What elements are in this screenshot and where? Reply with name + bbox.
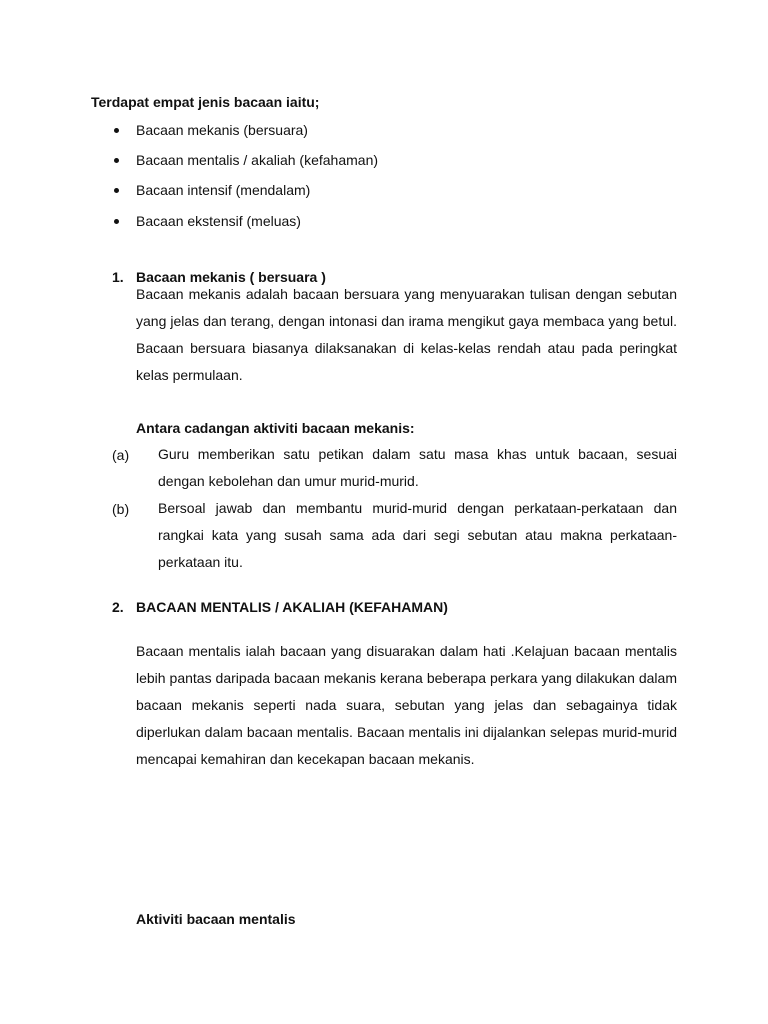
section-title: BACAAN MENTALIS / AKALIAH (KEFAHAMAN) — [136, 599, 448, 615]
activities-heading: Antara cadangan aktiviti bacaan mekanis: — [136, 420, 415, 436]
section-paragraph: Bacaan mentalis ialah bacaan yang disuarakan dalam hati .Kelajuan bacaan mentalis lebih pantas daripada bacaan mekanis kerana beberapa perkara yang dilakukan dalam bacaan mekanis seperti nada suara, sebutan yang jelas dan sebagainya tidak diperlukan dalam bacaan mentalis. Bacaan mentalis ini dijalankan selepas murid-murid mencapai kemahiran dan kecekapan bacaan mekanis. — [136, 643, 677, 767]
list-item: Bacaan intensif (mendalam) — [136, 182, 311, 198]
list-item: Bacaan mekanis (bersuara) — [136, 122, 308, 138]
section-title: Bacaan mekanis ( bersuara ) — [136, 269, 326, 285]
bullet-icon — [114, 128, 119, 133]
section-number: 1. — [112, 269, 124, 285]
bullet-icon — [114, 219, 119, 224]
list-item: Bacaan ekstensif (meluas) — [136, 213, 301, 229]
activity-text: Guru memberikan satu petikan dalam satu masa khas untuk bacaan, sesuai dengan kebolehan dan umur murid-murid. — [158, 446, 677, 489]
intro-heading: Terdapat empat jenis bacaan iaitu; — [91, 94, 320, 110]
activities-heading: Aktiviti bacaan mentalis — [136, 911, 296, 927]
bullet-icon — [114, 188, 119, 193]
activity-label: (a) — [112, 447, 130, 463]
section-number: 2. — [112, 599, 124, 615]
section-paragraph: Bacaan mekanis adalah bacaan bersuara yang menyuarakan tulisan dengan sebutan yang jelas dan terang, dengan intonasi dan irama mengikut gaya membaca yang betul. Bacaan bersuara biasanya dilaksanakan di kelas-kelas rendah atau pada peringkat kelas permulaan. — [136, 286, 677, 383]
activity-label: (b) — [112, 501, 130, 517]
list-item: Bacaan mentalis / akaliah (kefahaman) — [136, 152, 379, 168]
activity-text: Bersoal jawab dan membantu murid-murid dengan perkataan-perkataan dan rangkai kata yang susah sama ada dari segi sebutan atau makna perkataan-perkataan itu. — [158, 500, 677, 570]
bullet-icon — [114, 158, 119, 163]
